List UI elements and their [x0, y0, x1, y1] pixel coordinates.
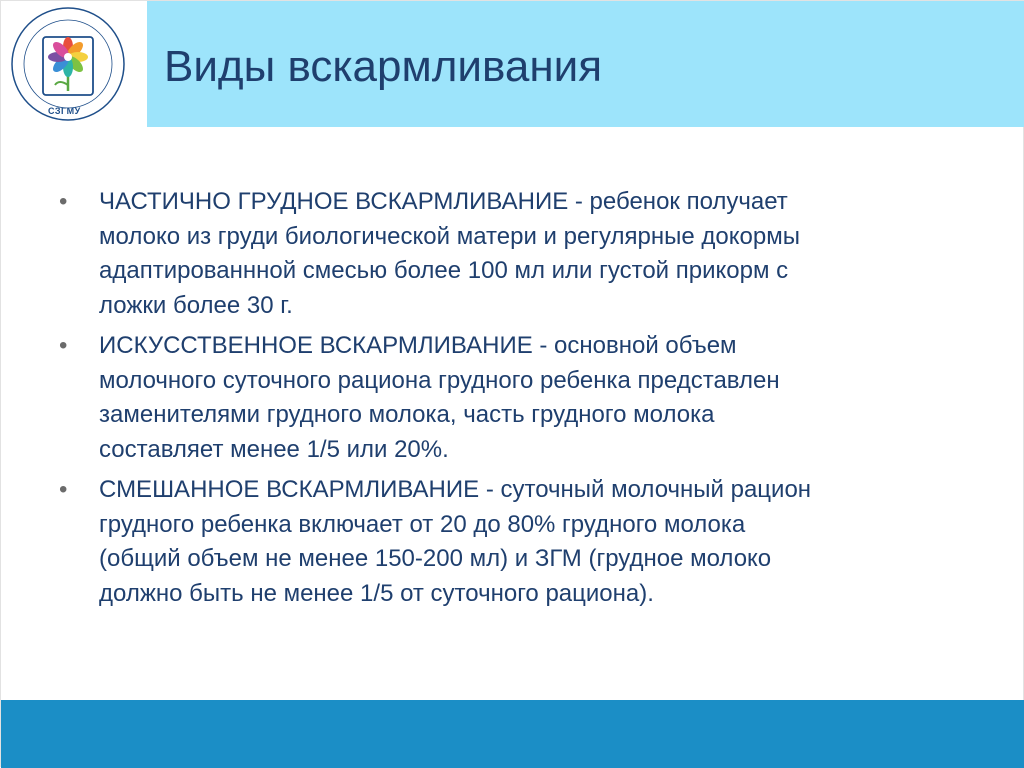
bullet-item-mixed-feeding — [59, 473, 959, 611]
logo-area — [1, 1, 141, 127]
bullet-marker: • — [59, 332, 68, 359]
logo-label: СЗГМУ — [48, 106, 81, 116]
footer-band — [1, 700, 1024, 768]
page-title: Виды вскармливания — [164, 42, 603, 91]
bullet-item-artificial-feeding — [59, 329, 959, 467]
bullet-text: ИСКУССТВЕННОЕ ВСКАРМЛИВАНИЕ - основной объем молочного суточного рациона грудного ребенка представлен заменителями грудного молока, часть грудного молока составляет менее 1/5 или 20%. — [99, 332, 780, 463]
bullet-text: СМЕШАННОЕ ВСКАРМЛИВАНИЕ - суточный молочный рацион грудного ребенка включает от 20 до 80% грудного молока (общий объем не менее 150-200 мл) и ЗГМ (грудное молоко должно быть не менее 1/5 от суточного рациона). — [99, 476, 812, 607]
bullet-text: ЧАСТИЧНО ГРУДНОЕ ВСКАРМЛИВАНИЕ - ребенок получает молоко из груди биологической матери и регулярные докормы адаптированнной смесью более 100 мл или густой прикорм с ложки более 30 г. — [99, 188, 800, 319]
bullet-item-partial-breastfeeding — [59, 185, 959, 323]
bullet-marker: • — [59, 188, 68, 215]
bullet-list — [59, 185, 959, 611]
bullet-marker: • — [59, 476, 68, 503]
slide-content — [59, 185, 959, 617]
